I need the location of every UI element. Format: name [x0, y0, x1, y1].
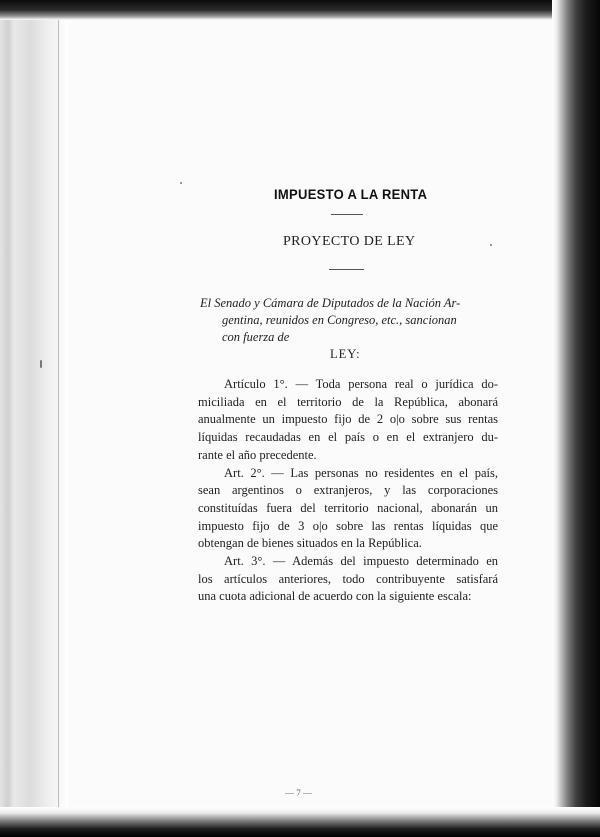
- document-heading: IMPUESTO A LA RENTA: [274, 186, 428, 203]
- preamble-line: El Senado y Cámara de Diputados de la Nación Ar-: [200, 296, 461, 310]
- article-1-line: líquidas recaudadas en el país o en el extranjero du-: [198, 430, 498, 445]
- preamble-line: con fuerza de: [222, 330, 290, 344]
- article-3-line: una cuota adicional de acuerdo con la siguiente escala:: [198, 589, 472, 604]
- article-3-line: los artículos anteriores, todo contribuyente satisfará: [198, 571, 498, 586]
- preamble-line: gentina, reunidos en Congreso, etc., sancionan: [222, 313, 457, 327]
- page-number: — 7 —: [285, 788, 312, 798]
- preamble: [200, 295, 505, 346]
- article-2-line: impuesto fijo de 3 o|o sobre las rentas líquidas que: [198, 518, 498, 533]
- scan-speck: [180, 182, 182, 184]
- scan-speck: [40, 360, 42, 368]
- article-1-line: rante el año precedente.: [198, 447, 317, 462]
- article-2-line: constituídas fuera del territorio nacional, abonarán un: [198, 500, 498, 515]
- scan-top-edge: [0, 0, 600, 20]
- article-1-line: Artículo 1°. — Toda persona real o jurídica do-: [224, 377, 498, 391]
- scan-bottom-edge: [0, 807, 600, 837]
- scan-margin-line: [58, 10, 59, 820]
- article-1-line: miciliada en el territorio de la República, abonará: [198, 394, 498, 409]
- article-2-line: sean argentinos o extranjeros, y las corporaciones: [198, 483, 498, 498]
- law-articles: [198, 376, 498, 606]
- document-subheading: PROYECTO DE LEY: [283, 234, 416, 249]
- article-3-line: Art. 3°. — Además del impuesto determinado en: [224, 554, 498, 569]
- scan-right-edge: [552, 0, 600, 837]
- scan-speck: [490, 244, 492, 246]
- heading-divider: [331, 214, 363, 215]
- article-2-line: obtengan de bienes situados en la República.: [198, 536, 422, 551]
- article-1-line: anualmente un impuesto fijo de 2 o|o sobre sus rentas: [198, 412, 498, 427]
- article-2-line: Art. 2°. — Las personas no residentes en el país,: [224, 465, 498, 480]
- subheading-divider: [329, 269, 364, 270]
- ley-label: LEY:: [330, 347, 361, 361]
